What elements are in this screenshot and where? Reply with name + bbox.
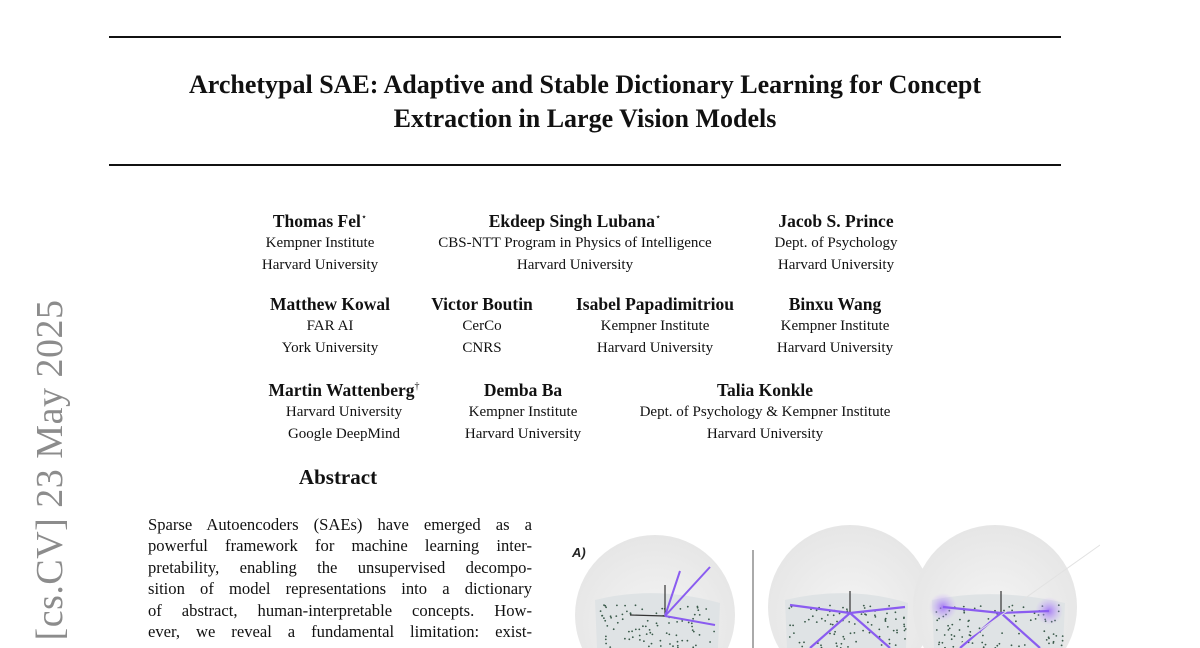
author-affiliation: Harvard University	[261, 256, 379, 273]
author-block	[562, 290, 748, 359]
abstract-line: Sparse Autoencoders (SAEs) have emerged as a	[148, 515, 532, 534]
author-name: Binxu Wang	[788, 293, 882, 314]
abstract-line: sition of model representations into a dictionary	[148, 579, 532, 599]
author-affiliation: FAR AI	[306, 317, 354, 334]
author-affiliation: Dept. of Psychology & Kempner Institute	[639, 403, 891, 420]
author-affiliation: Kempner Institute	[468, 403, 578, 420]
author-name: Jacob S. Prince	[778, 210, 894, 231]
figure-panel-1	[575, 535, 735, 648]
author-name: Ekdeep Singh Lubana⋆	[488, 210, 662, 231]
author-affiliation: Dept. of Psychology	[774, 234, 898, 251]
author-affiliation: Harvard University	[285, 403, 403, 420]
arxiv-stamp: [cs.CV] 23 May 2025	[29, 299, 71, 641]
abstract-text	[148, 514, 532, 642]
figure-label: A)	[572, 545, 586, 560]
author-name: Victor Boutin	[431, 293, 533, 314]
author-affiliation: CBS-NTT Program in Physics of Intelligence	[438, 234, 712, 251]
author-affiliation: Harvard University	[777, 256, 895, 273]
author-block	[420, 290, 544, 359]
title-rule-top	[109, 36, 1061, 38]
author-affiliation: Kempner Institute	[265, 234, 375, 251]
figure-panel-2	[768, 525, 932, 648]
abstract-heading: Abstract	[298, 465, 378, 489]
author-block	[258, 290, 402, 359]
abstract-line: pretability, enabling the unsupervised decompo-	[148, 557, 532, 577]
author-affiliation: Kempner Institute	[780, 317, 890, 334]
author-name: Isabel Papadimitriou	[575, 293, 734, 314]
author-affiliation: Google DeepMind	[287, 425, 401, 442]
teaser-figure	[560, 515, 1100, 648]
paper-title	[109, 68, 1061, 136]
abstract-line: powerful framework for machine learning inter-	[148, 536, 532, 556]
author-name: Demba Ba	[483, 379, 563, 400]
author-affiliation: CerCo	[462, 317, 502, 334]
author-affiliation: Harvard University	[596, 339, 714, 356]
abstract-line: of abstract, human-interpretable concepts. How-	[148, 600, 532, 620]
author-block	[762, 290, 908, 359]
author-block	[612, 376, 918, 445]
author-block	[252, 376, 436, 445]
title-line-2: Extraction in Large Vision Models	[393, 104, 777, 133]
author-name: Martin Wattenberg†	[268, 379, 420, 400]
author-affiliation: Harvard University	[776, 339, 894, 356]
author-affiliation: Kempner Institute	[600, 317, 710, 334]
author-block	[252, 207, 388, 276]
title-rule-bottom	[109, 164, 1061, 166]
title-line-1: Archetypal SAE: Adaptive and Stable Dictionary Learning for Concept	[188, 70, 982, 99]
author-block	[448, 376, 598, 445]
author-affiliation: Harvard University	[706, 425, 824, 442]
figure-panel-3	[913, 525, 1077, 648]
author-name: Thomas Fel⋆	[272, 210, 368, 231]
author-block	[410, 207, 740, 276]
author-name: Matthew Kowal	[269, 293, 391, 314]
author-name: Talia Konkle	[716, 379, 814, 400]
author-affiliation: Harvard University	[516, 256, 634, 273]
author-block	[760, 207, 912, 276]
author-affiliation: York University	[281, 339, 379, 356]
abstract-line: ever, we reveal a fundamental limitation: exist-	[148, 622, 532, 642]
author-affiliation: CNRS	[462, 339, 502, 356]
author-affiliation: Harvard University	[464, 425, 582, 442]
